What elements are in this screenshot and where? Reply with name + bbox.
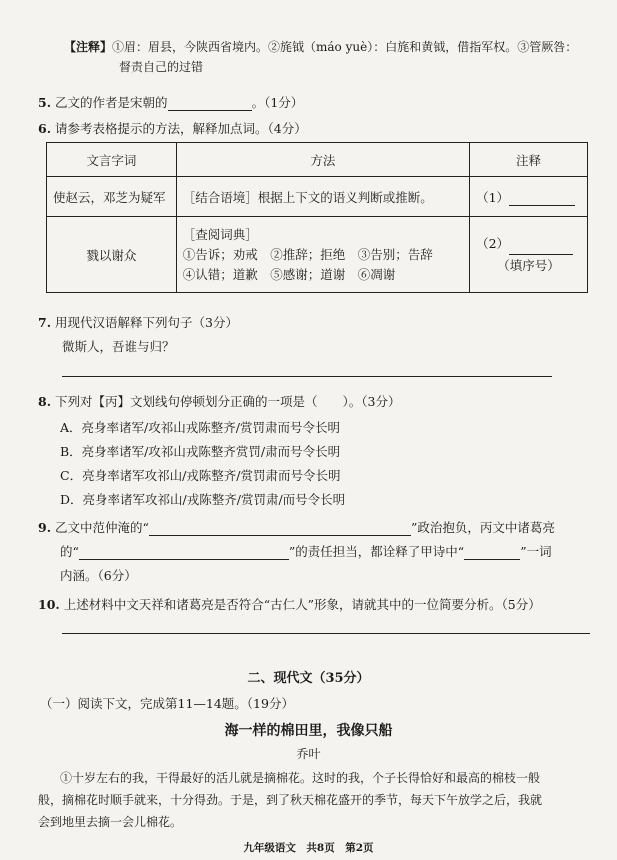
row2-word: 戮以谢众: [47, 217, 177, 293]
article-title: 海一样的棉田里，我像只船: [224, 723, 393, 739]
q8-number: 8.: [38, 394, 52, 409]
q7-sentence: 微斯人，吾谁与归？: [62, 339, 175, 354]
q8-option-c[interactable]: C．亮身率诸军攻祁山/戎陈整齐/赏罚肃而号令长明: [60, 468, 341, 483]
q9-l2-mid: ”的责任担当，都诠释了甲诗中“: [288, 544, 465, 559]
header-method: 方法: [176, 143, 469, 177]
q6-number: 6.: [38, 121, 52, 136]
q9-line-3: 内涵。（6分）: [60, 568, 137, 583]
q8-option-d[interactable]: D．亮身率诸军攻祁山/戎陈整齐/赏罚肃/而号令长明: [60, 492, 346, 507]
q10-answer-line[interactable]: [62, 633, 590, 634]
note-text-1: ①眉：眉县，今陕西省境内。②旄钺（máo yuè）：白旄和黄钺，借指军权。③管厥咎：: [112, 40, 578, 54]
q5-number: 5.: [38, 95, 52, 110]
q7-text: 用现代汉语解释下列句子（3分）: [55, 315, 239, 330]
header-note: 注释: [470, 143, 588, 177]
table-row: [47, 177, 588, 217]
row2-answer-label: （2）: [476, 235, 510, 251]
q8-option-b[interactable]: B．亮身率诸军/攻祁山戎陈整齐赏罚/肃而号令长明: [60, 444, 341, 459]
paragraph-line-2: 般，摘棉花时顺手就来，十分得劲。于是，到了秋天棉花盛开的季节，每天下午放学之后，我就: [38, 793, 543, 807]
paragraph-line-3: 会到地里去摘一会儿棉花。: [38, 815, 183, 829]
q9-blank-1[interactable]: [149, 523, 411, 536]
row1-answer: [470, 177, 588, 217]
q9-l1-pre: 乙文中范仲淹的“: [55, 520, 149, 535]
question-6: [38, 119, 307, 137]
q7-number: 7.: [38, 315, 52, 330]
note-label: 【注释】: [64, 40, 113, 54]
paragraph-line-1: ①十岁左右的我，干得最好的活儿就是摘棉花。这时的我，个子长得恰好和最高的棉枝一般: [60, 771, 541, 785]
article-author: 乔叶: [296, 747, 321, 761]
q9-number: 9.: [38, 520, 52, 535]
question-8: [38, 392, 401, 410]
q10-number: 10.: [38, 597, 60, 612]
note-line-2: 督责自己的过错: [119, 60, 204, 74]
row2-method-line1: ①告诉；劝戒 ②推辞；拒绝 ③告别；告辞: [182, 246, 433, 262]
q7-answer-line[interactable]: [62, 376, 552, 377]
question-9-line-2: [60, 542, 552, 560]
row1-method: ［结合语境］根据上下文的语义判断或推断。: [176, 177, 469, 217]
table-row: [47, 217, 588, 293]
q9-blank-2[interactable]: [79, 547, 289, 560]
q5-text-post: 。（1分）: [251, 95, 304, 110]
row1-answer-blank[interactable]: [509, 193, 575, 206]
row2-answer-blank[interactable]: [509, 242, 573, 255]
q8-option-a[interactable]: A．亮身率诸军/攻祁山戎陈整齐/赏罚肃而号令长明: [60, 420, 340, 435]
row1-answer-label: （1）: [476, 189, 510, 205]
note-line-1: [64, 38, 577, 55]
question-7: [38, 313, 238, 331]
question-10: [38, 595, 541, 613]
row2-method-line2: ④认错；道歉 ⑤感谢；道谢 ⑥凋谢: [182, 266, 396, 282]
table-header-row: [47, 143, 588, 177]
question-9-line-1: [38, 518, 555, 536]
section-2-subtitle: （一）阅读下文，完成第11—14题。（19分）: [40, 696, 294, 711]
q6-table: [46, 142, 588, 293]
section-2-title: 二、现代文（35分）: [247, 671, 370, 686]
q6-text: 请参考表格提示的方法，解释加点词。（4分）: [55, 121, 307, 136]
row2-method: [176, 217, 469, 293]
page-footer: 九年级语文 共8页 第2页: [243, 842, 374, 854]
q9-l1-post: ”政治抱负，丙文中诸葛亮: [410, 520, 555, 535]
q8-text: 下列对【丙】文划线句停顿划分正确的一项是（ ）。（3分）: [55, 394, 401, 409]
q9-l2-pre: 的“: [60, 544, 79, 559]
row2-method-title: ［查阅词典］: [182, 226, 258, 242]
question-5: [38, 93, 303, 111]
row2-answer-hint: （填序号）: [497, 257, 560, 273]
q5-text-pre: 乙文的作者是宋朝的: [55, 95, 168, 110]
row1-word: 使赵云，邓芝为疑军: [47, 177, 177, 217]
q9-l2-post: ”一词: [520, 544, 552, 559]
q5-answer-blank[interactable]: [168, 98, 252, 111]
header-word: 文言字词: [47, 143, 177, 177]
q10-text: 上述材料中文天祥和诸葛亮是否符合“古仁人”形象，请就其中的一位简要分析。（5分）: [63, 597, 541, 612]
q9-blank-3[interactable]: [464, 547, 520, 560]
row2-answer: [470, 217, 588, 293]
